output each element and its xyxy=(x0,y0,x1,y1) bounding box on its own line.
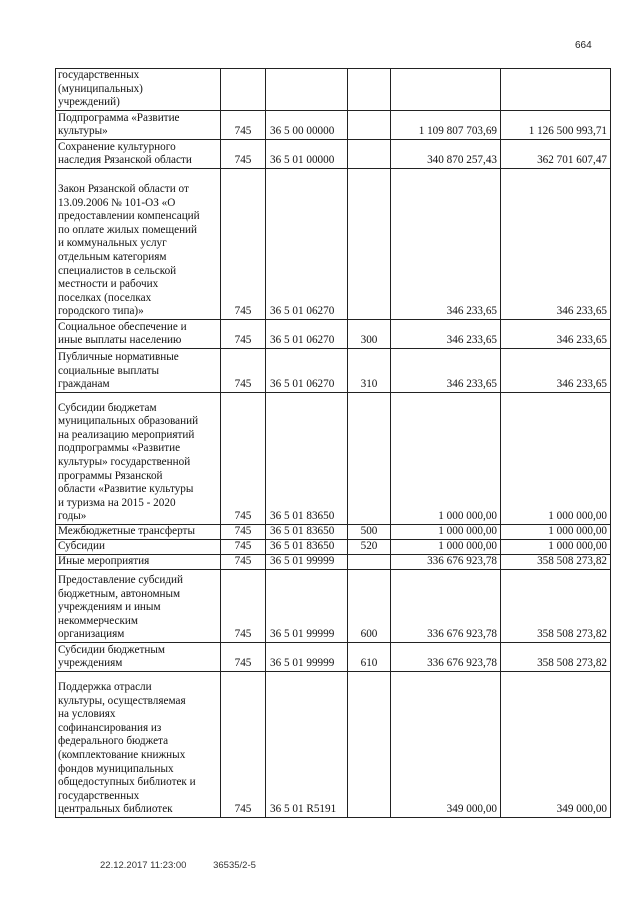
page-number: 664 xyxy=(575,40,592,51)
table-row xyxy=(56,349,611,393)
row-csr-cell: 36 5 01 99999 xyxy=(266,555,348,570)
table-row xyxy=(56,69,611,111)
row-vr-cell xyxy=(348,169,391,320)
row-sum-2019-cell: 1 126 500 993,71 xyxy=(501,111,611,140)
row-sum-2018-cell: 1 000 000,00 xyxy=(391,540,501,555)
footer-datetime: 22.12.2017 11:23:00 xyxy=(100,860,187,871)
row-csr-cell: 36 5 01 83650 xyxy=(266,525,348,540)
row-ved-cell: 745 xyxy=(221,169,266,320)
row-name-cell: государственных (муниципальных) учреждений) xyxy=(56,69,221,111)
row-name-cell: Публичные нормативные социальные выплаты гражданам xyxy=(56,349,221,393)
budget-table-body xyxy=(56,69,611,818)
row-ved-cell: 745 xyxy=(221,540,266,555)
row-vr-cell xyxy=(348,140,391,169)
row-sum-2019-cell: 1 000 000,00 xyxy=(501,525,611,540)
row-name-cell: Подпрограмма «Развитие культуры» xyxy=(56,111,221,140)
table-row xyxy=(56,140,611,169)
row-name-cell: Закон Рязанской области от 13.09.2006 № 101-ОЗ «О предоставлении компенсаций по оплате жилых помещений и коммунальных услуг отдельным категориям специалистов в сельской местности и рабочих поселках (поселках городского типа)» xyxy=(56,169,221,320)
row-vr-cell xyxy=(348,672,391,818)
row-csr-cell: 36 5 01 99999 xyxy=(266,643,348,672)
row-sum-2018-cell: 349 000,00 xyxy=(391,672,501,818)
table-row xyxy=(56,555,611,570)
row-sum-2019-cell: 349 000,00 xyxy=(501,672,611,818)
row-ved-cell: 745 xyxy=(221,349,266,393)
row-sum-2019-cell: 346 233,65 xyxy=(501,349,611,393)
row-name-cell: Сохранение культурного наследия Рязанской области xyxy=(56,140,221,169)
row-name-cell: Межбюджетные трансферты xyxy=(56,525,221,540)
row-name-cell: Субсидии xyxy=(56,540,221,555)
row-ved-cell: 745 xyxy=(221,643,266,672)
row-csr-cell: 36 5 01 06270 xyxy=(266,320,348,349)
row-sum-2018-cell: 1 109 807 703,69 xyxy=(391,111,501,140)
row-csr-cell: 36 5 01 83650 xyxy=(266,393,348,525)
row-sum-2019-cell: 1 000 000,00 xyxy=(501,393,611,525)
row-sum-2019-cell: 346 233,65 xyxy=(501,320,611,349)
row-ved-cell: 745 xyxy=(221,525,266,540)
row-csr-cell: 36 5 01 99999 xyxy=(266,570,348,643)
table-row xyxy=(56,540,611,555)
row-sum-2018-cell: 340 870 257,43 xyxy=(391,140,501,169)
footer xyxy=(100,860,280,871)
row-sum-2018-cell xyxy=(391,69,501,111)
row-csr-cell: 36 5 01 83650 xyxy=(266,540,348,555)
footer-doc-code: 36535/2-5 xyxy=(213,860,256,871)
table-row xyxy=(56,672,611,818)
row-sum-2019-cell xyxy=(501,69,611,111)
row-sum-2019-cell: 362 701 607,47 xyxy=(501,140,611,169)
row-sum-2018-cell: 1 000 000,00 xyxy=(391,525,501,540)
table-row xyxy=(56,111,611,140)
row-sum-2018-cell: 336 676 923,78 xyxy=(391,555,501,570)
row-vr-cell: 520 xyxy=(348,540,391,555)
row-vr-cell: 610 xyxy=(348,643,391,672)
row-name-cell: Социальное обеспечение и иные выплаты населению xyxy=(56,320,221,349)
row-csr-cell: 36 5 01 06270 xyxy=(266,169,348,320)
row-ved-cell: 745 xyxy=(221,672,266,818)
row-name-cell: Субсидии бюджетным учреждениям xyxy=(56,643,221,672)
row-csr-cell xyxy=(266,69,348,111)
row-sum-2018-cell: 336 676 923,78 xyxy=(391,643,501,672)
row-sum-2018-cell: 346 233,65 xyxy=(391,349,501,393)
row-sum-2018-cell: 336 676 923,78 xyxy=(391,570,501,643)
row-ved-cell: 745 xyxy=(221,570,266,643)
row-ved-cell: 745 xyxy=(221,111,266,140)
row-name-cell: Предоставление субсидий бюджетным, автономным учреждениям и иным некоммерческим организациям xyxy=(56,570,221,643)
row-csr-cell: 36 5 01 00000 xyxy=(266,140,348,169)
table-row xyxy=(56,643,611,672)
row-sum-2019-cell: 358 508 273,82 xyxy=(501,643,611,672)
row-ved-cell: 745 xyxy=(221,320,266,349)
row-vr-cell: 300 xyxy=(348,320,391,349)
budget-table xyxy=(55,68,611,818)
row-name-cell: Поддержка отрасли культуры, осуществляемая на условиях софинансирования из федерального бюджета (комплектование книжных фондов муниципальных общедоступных библиотек и государственных центральных библиотек xyxy=(56,672,221,818)
row-vr-cell xyxy=(348,69,391,111)
row-vr-cell: 500 xyxy=(348,525,391,540)
row-ved-cell xyxy=(221,69,266,111)
row-sum-2019-cell: 1 000 000,00 xyxy=(501,540,611,555)
row-vr-cell xyxy=(348,393,391,525)
row-sum-2018-cell: 1 000 000,00 xyxy=(391,393,501,525)
row-sum-2018-cell: 346 233,65 xyxy=(391,320,501,349)
row-vr-cell: 600 xyxy=(348,570,391,643)
table-row xyxy=(56,570,611,643)
table-row xyxy=(56,525,611,540)
row-ved-cell: 745 xyxy=(221,140,266,169)
row-sum-2019-cell: 346 233,65 xyxy=(501,169,611,320)
table-row xyxy=(56,320,611,349)
row-sum-2019-cell: 358 508 273,82 xyxy=(501,570,611,643)
row-sum-2018-cell: 346 233,65 xyxy=(391,169,501,320)
row-vr-cell xyxy=(348,555,391,570)
row-csr-cell: 36 5 01 06270 xyxy=(266,349,348,393)
row-name-cell: Субсидии бюджетам муниципальных образований на реализацию мероприятий подпрограммы «Развитие культуры» государственной программы Рязанской области «Развитие культуры и туризма на 2015 - 2020 годы» xyxy=(56,393,221,525)
row-vr-cell xyxy=(348,111,391,140)
table-row xyxy=(56,169,611,320)
row-csr-cell: 36 5 00 00000 xyxy=(266,111,348,140)
row-ved-cell: 745 xyxy=(221,393,266,525)
row-vr-cell: 310 xyxy=(348,349,391,393)
row-csr-cell: 36 5 01 R5191 xyxy=(266,672,348,818)
row-name-cell: Иные мероприятия xyxy=(56,555,221,570)
row-ved-cell: 745 xyxy=(221,555,266,570)
table-row xyxy=(56,393,611,525)
row-sum-2019-cell: 358 508 273,82 xyxy=(501,555,611,570)
